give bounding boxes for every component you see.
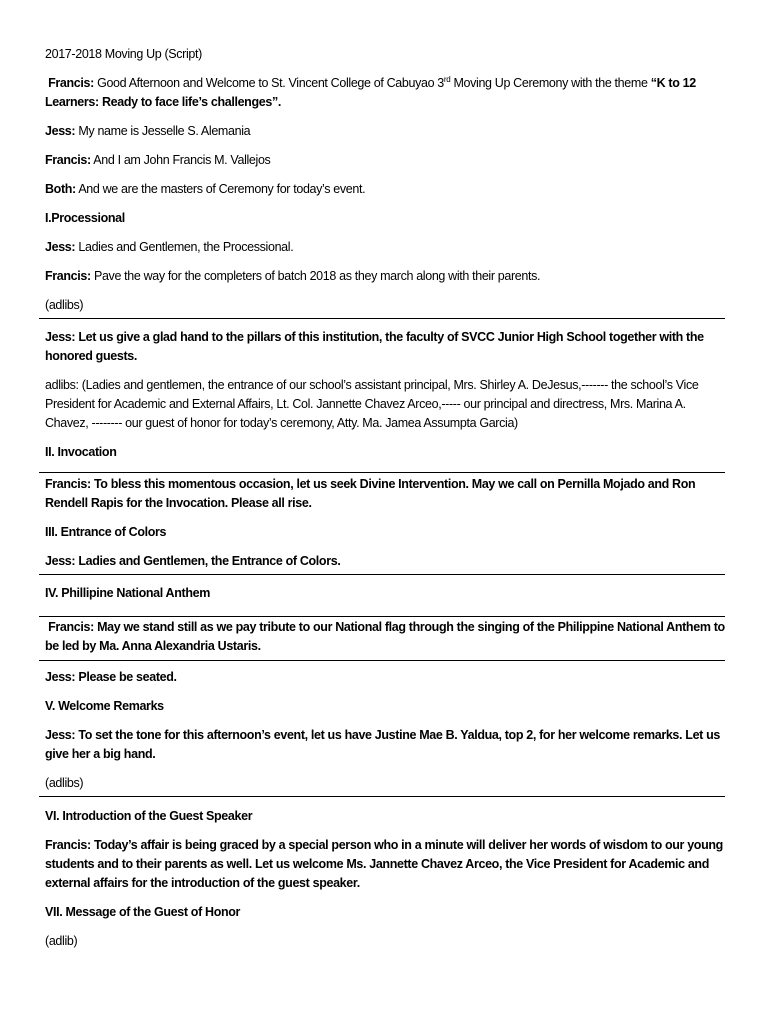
section-divider [39, 796, 725, 797]
section-heading: III. Entrance of Colors [45, 525, 167, 539]
line-text: Today’s affair is being graced by a special person who in a minute will deliver her words of wisdom to our young students and to their parents as well. Let us welcome Ms. Jannette Chavez Arceo, the Vice President for Academic and external affairs for the introduction of the guest speaker. [45, 838, 723, 890]
section-divider [39, 616, 725, 617]
line-text: To bless this momentous occasion, let us seek Divine Intervention. May we call on Pernilla Mojado and Ron Rendell Rapis for the Invocation. Please all rise. [45, 477, 696, 510]
adlibs-note: (adlib) [45, 934, 78, 948]
line-text: And I am John Francis M. Vallejos [93, 153, 271, 167]
section-divider [39, 318, 725, 319]
line-text: Moving Up Ceremony with the theme [453, 76, 651, 90]
speaker-label: Francis: [45, 153, 91, 167]
speaker-label: Jess: [45, 124, 76, 138]
line-text: Pave the way for the completers of batch 2018 as they march along with their parents. [93, 269, 541, 283]
section-divider [39, 574, 725, 575]
speaker-label: Francis: [45, 477, 91, 491]
script-line [45, 836, 725, 893]
speaker-label: Jess: [45, 728, 76, 742]
script-line [45, 618, 725, 656]
line-text: May we stand still as we pay tribute to our National flag through the singing of the Philippine National Anthem to be led by Ma. Anna Alexandria Ustaris. [45, 620, 725, 653]
section-divider [39, 472, 725, 473]
speaker-label: Jess: [45, 330, 76, 344]
script-line-both [45, 180, 725, 199]
adlibs-note: (adlibs) [45, 776, 84, 790]
script-line [45, 238, 725, 257]
line-text: Please be seated. [78, 670, 177, 684]
adlibs-block: adlibs: (Ladies and gentlemen, the entrance of our school’s assistant principal, Mrs. Shirley A. DeJesus,------- the school’s Vice President for Academic and External Affairs, Lt. Col. Jannette Chavez Arceo,----- our principal and directress, Mrs. Marina A. Chavez, -------- our guest of honor for today’s ceremony, Atty. Ma. Jamea Assumpta Garcia) [45, 378, 699, 430]
ceremony-theme: “K to 12 Learners: Ready to face life’s challenges”. [45, 76, 696, 109]
script-line-francis-intro [45, 151, 725, 170]
ordinal-suffix: rd [443, 74, 451, 84]
section-heading: V. Welcome Remarks [45, 699, 164, 713]
document-title: 2017-2018 Moving Up (Script) [45, 47, 202, 61]
script-line [45, 726, 725, 764]
script-line [45, 475, 725, 513]
speaker-label: Francis: [48, 620, 94, 634]
script-line [45, 552, 725, 571]
speaker-label: Jess: [45, 240, 76, 254]
line-text: Good Afternoon and Welcome to St. Vincent College of Cabuyao 3 [97, 76, 444, 90]
script-line [45, 267, 725, 286]
line-text: Let us give a glad hand to the pillars of this institution, the faculty of SVCC Junior High School together with the honored guests. [45, 330, 704, 363]
script-line [45, 668, 725, 687]
section-heading: VII. Message of the Guest of Honor [45, 905, 241, 919]
script-line-jess-intro [45, 122, 725, 141]
speaker-label: Both: [45, 182, 76, 196]
line-text: And we are the masters of Ceremony for today’s event. [78, 182, 366, 196]
speaker-label: Jess: [45, 670, 76, 684]
section-divider [39, 660, 725, 661]
script-line-welcome [45, 74, 725, 112]
line-text: Ladies and Gentlemen, the Entrance of Colors. [78, 554, 341, 568]
section-heading: IV. Phillipine National Anthem [45, 586, 210, 600]
speaker-label: Francis: [48, 76, 94, 90]
adlibs-note: (adlibs) [45, 298, 84, 312]
section-heading: VI. Introduction of the Guest Speaker [45, 809, 253, 823]
speaker-label: Jess: [45, 554, 76, 568]
line-text: To set the tone for this afternoon’s event, let us have Justine Mae B. Yaldua, top 2, for her welcome remarks. Let us give her a big hand. [45, 728, 720, 761]
section-heading: I.Processional [45, 211, 125, 225]
speaker-label: Francis: [45, 838, 91, 852]
speaker-label: Francis: [45, 269, 91, 283]
line-text: Ladies and Gentlemen, the Processional. [78, 240, 294, 254]
section-heading: II. Invocation [45, 445, 117, 459]
script-line [45, 328, 725, 366]
line-text: My name is Jesselle S. Alemania [78, 124, 251, 138]
